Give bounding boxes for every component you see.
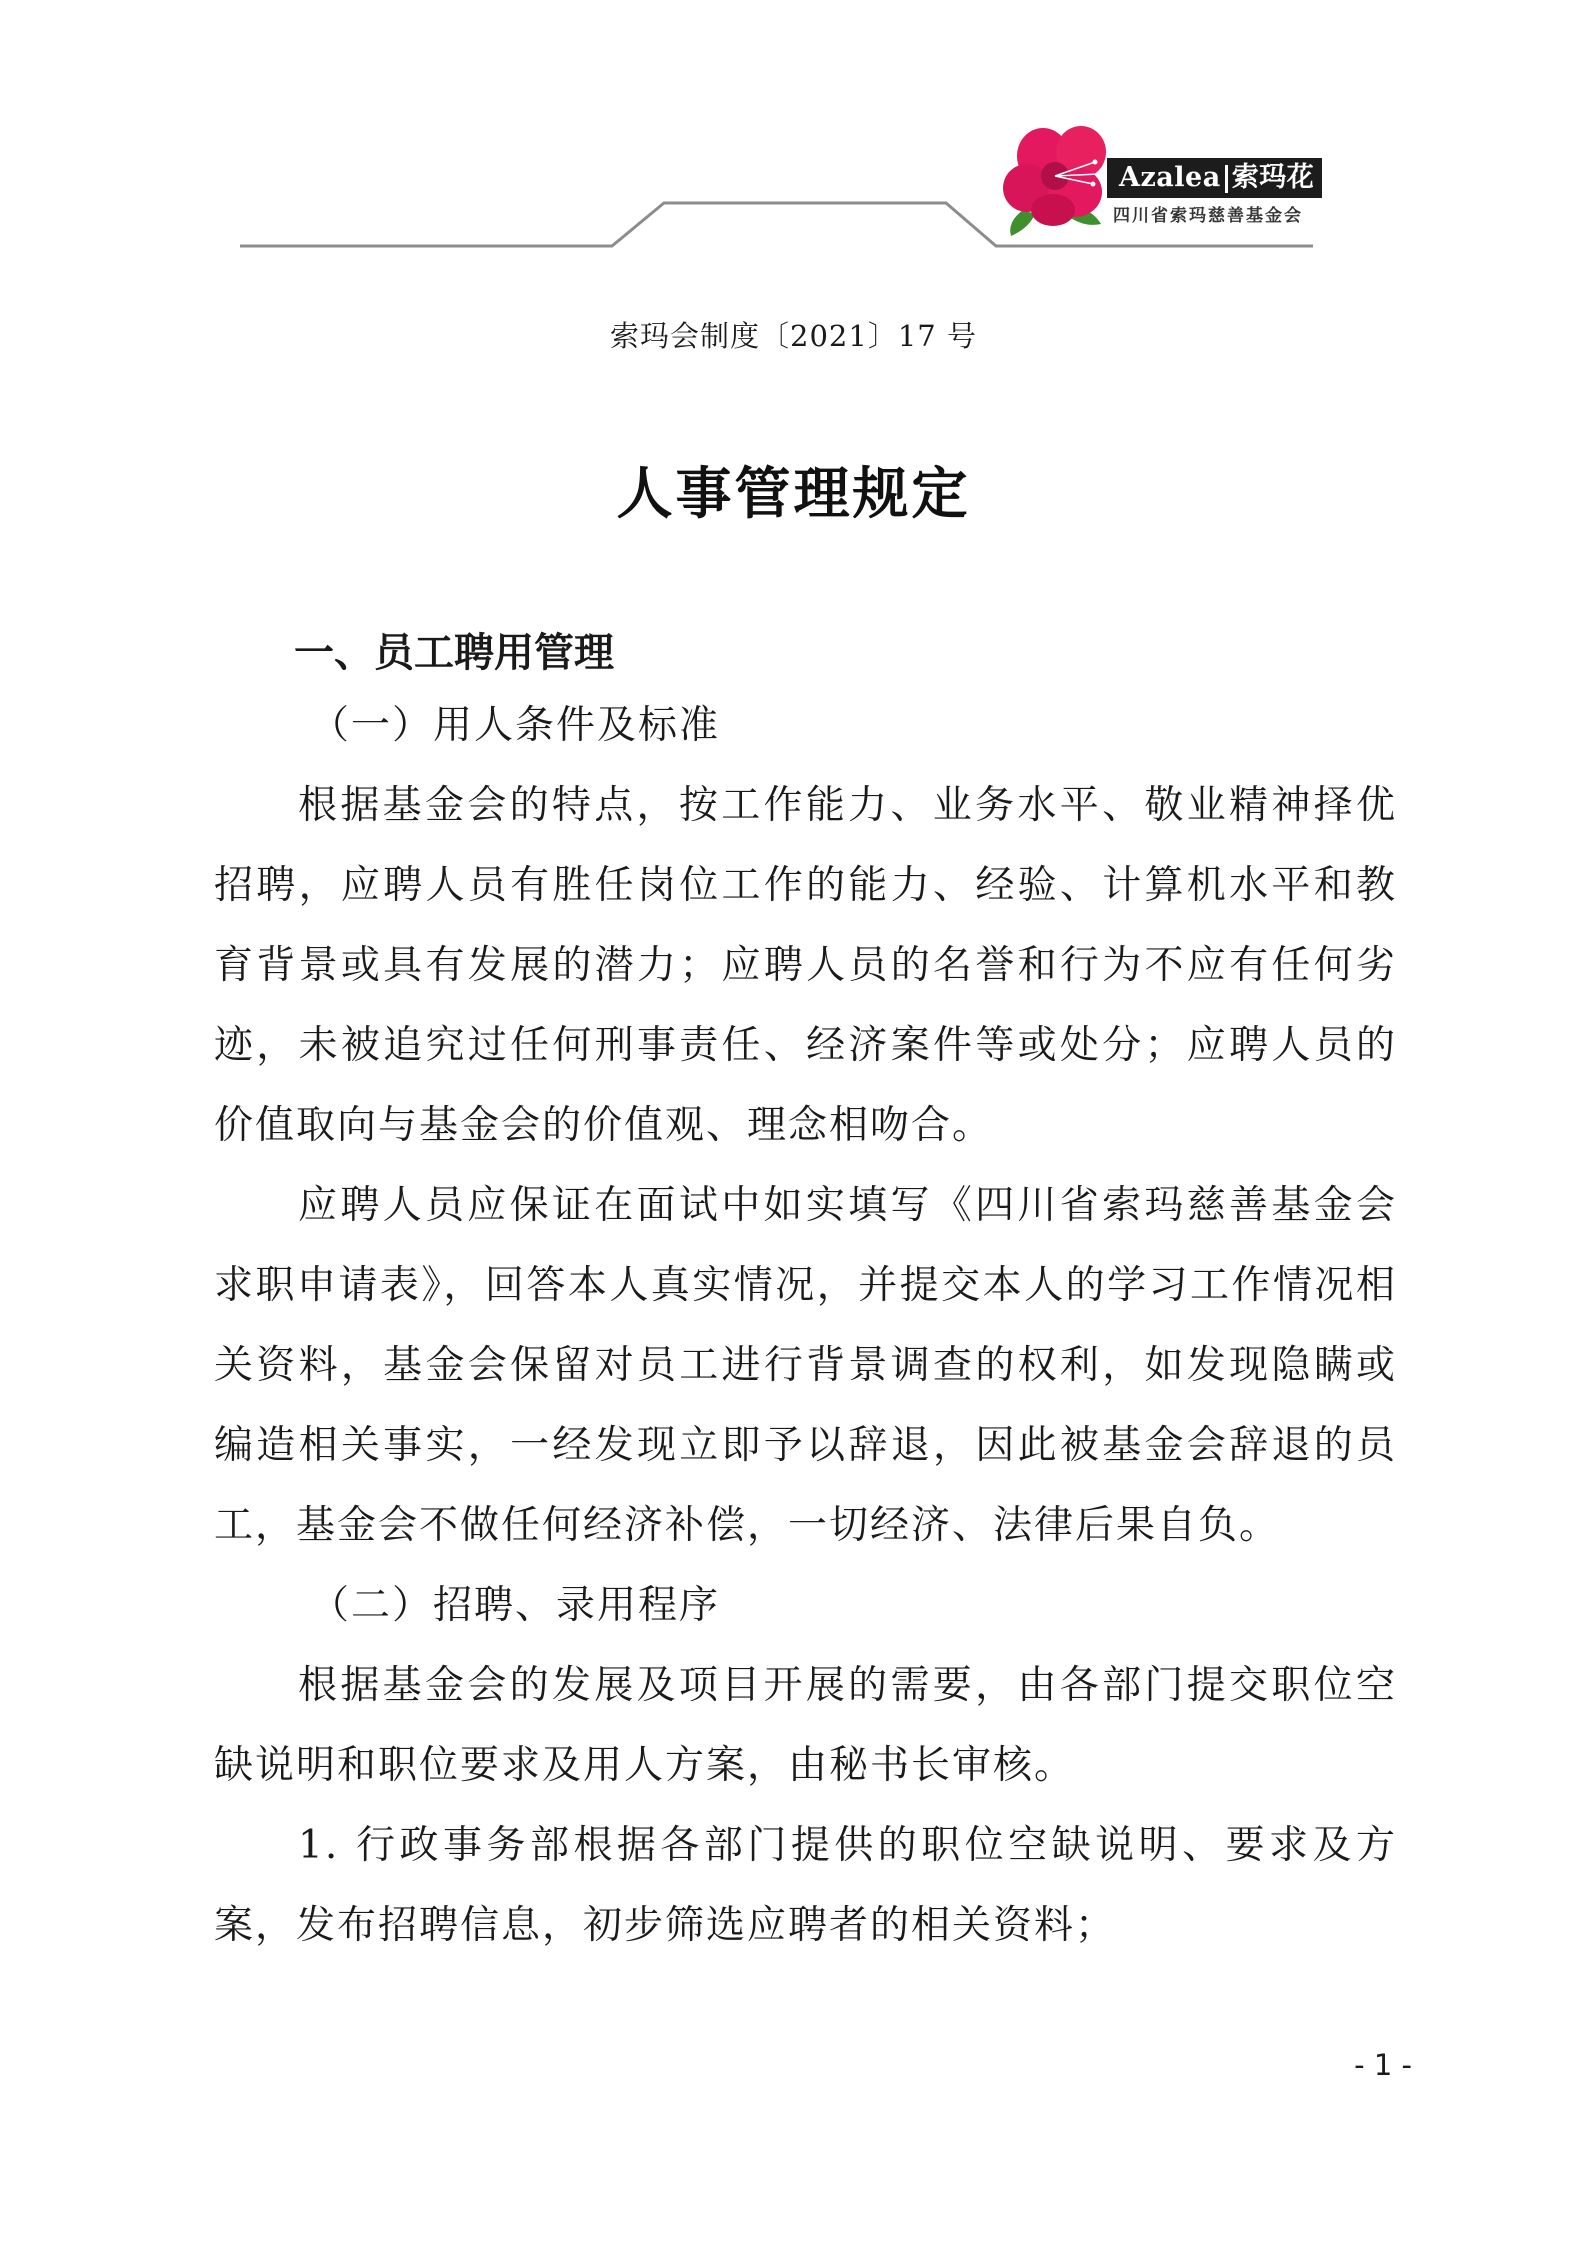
paragraph: 应聘人员应保证在面试中如实填写《四川省索玛慈善基金会求职申请表》，回答本人真实情况，并提交本人的学习工作情况相关资料，基金会保留对员工进行背景调查的权利，如发现隐瞒或编造相关事实，一经发现立即予以辞退，因此被基金会辞退的员工，基金会不做任何经济补偿，一切经济、法律后果自负。 <box>214 1183 1397 1548</box>
paragraph: 1. 行政事务部根据各部门提供的职位空缺说明、要求及方案，发布招聘信息，初步筛选应聘者的相关资料； <box>214 1823 1397 1948</box>
document-body <box>214 620 1397 1966</box>
logo-brand-en: Azalea <box>1119 162 1221 193</box>
subsection-heading-1-2: （二）招聘、录用程序 <box>310 1583 721 1628</box>
header-divider-line <box>0 0 1587 260</box>
logo-organization-name: 四川省索玛慈善基金会 <box>1113 206 1303 226</box>
paragraph: 根据基金会的特点，按工作能力、业务水平、敬业精神择优招聘，应聘人员有胜任岗位工作的能力、经验、计算机水平和教育背景或具有发展的潜力；应聘人员的名誉和行为不应有任何劣迹，未被追究过任何刑事责任、经济案件等或处分；应聘人员的价值取向与基金会的价值观、理念相吻合。 <box>214 783 1397 1148</box>
section-heading-1: 一、员工聘用管理 <box>294 630 614 676</box>
paragraph: 根据基金会的发展及项目开展的需要，由各部门提交职位空缺说明和职位要求及用人方案，由秘书长审核。 <box>214 1663 1397 1788</box>
document-title: 人事管理规定 <box>616 462 971 527</box>
logo-brand-cn: 索玛花 <box>1231 162 1315 193</box>
azalea-flower-icon <box>1003 118 1123 243</box>
subsection-heading-1-1: （一）用人条件及标准 <box>310 703 721 748</box>
page-number: - 1 - <box>1354 2048 1412 2082</box>
foundation-logo <box>1003 118 1333 248</box>
document-number: 索玛会制度〔2021〕17 号 <box>610 319 977 353</box>
logo-wordmark <box>1107 158 1322 198</box>
